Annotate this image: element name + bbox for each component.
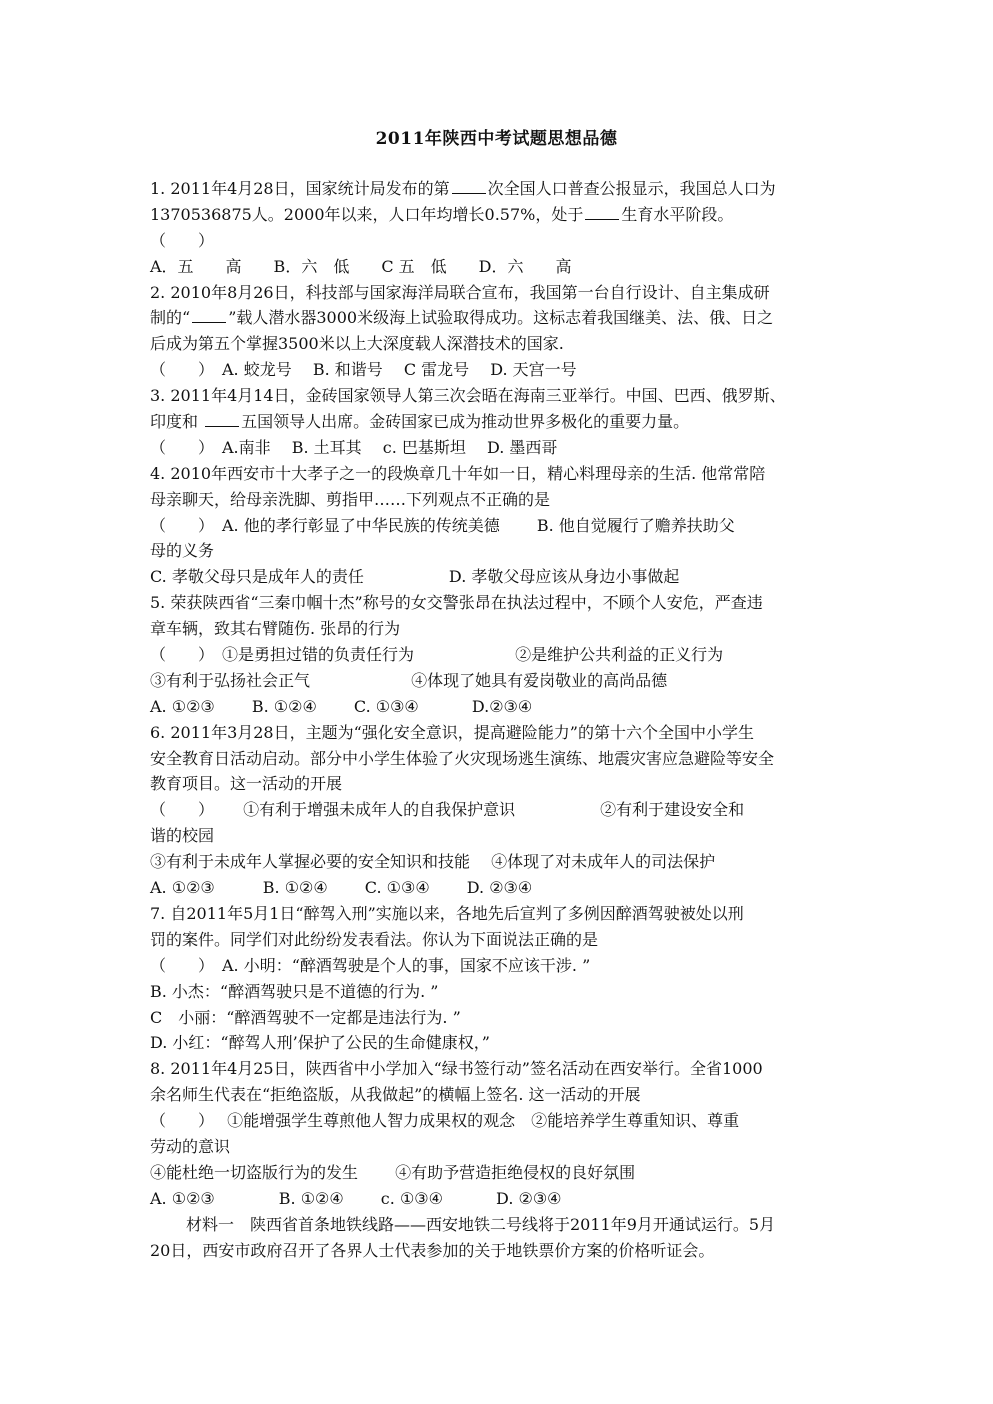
text-line bbox=[150, 668, 850, 694]
text-line bbox=[150, 642, 850, 668]
text-segment: 五国领导人出席。金砖国家已成为推动世界多极化的重要力量。 bbox=[241, 412, 690, 432]
text-segment: 印度和 bbox=[150, 412, 204, 432]
text-line bbox=[150, 564, 850, 590]
text-segment: （ ） ①是勇担过错的负责任行为 ②是维护公共利益的正义行为 bbox=[150, 645, 724, 665]
text-segment: 劳动的意识 bbox=[150, 1136, 231, 1156]
text-line bbox=[150, 901, 850, 927]
text-segment: 母的义务 bbox=[150, 541, 215, 561]
text-line bbox=[150, 331, 850, 357]
text-segment: 材料一 陕西省首条地铁线路——西安地铁二号线将于2011年9月开通试运行。5月 bbox=[186, 1214, 776, 1234]
text-segment: 4. 2010年西安市十大孝子之一的段焕章几十年如一日，精心料理母亲的生活. 他常常陪 bbox=[150, 463, 766, 483]
text-segment: （ ） A. 蛟龙号 B. 和谐号 C 雷龙号 D. 天宫一号 bbox=[150, 360, 577, 380]
text-line bbox=[150, 823, 850, 849]
text-segment: C 小丽：“醉酒驾驶不一定都是违法行为. ” bbox=[150, 1007, 461, 1027]
text-segment: 章车辆，致其右臂随伤. 张昂的行为 bbox=[150, 619, 401, 639]
text-line bbox=[150, 797, 850, 823]
text-line bbox=[150, 513, 850, 539]
text-segment: 2. 2010年8月26日，科技部与国家海洋局联合宣布，我国第一台自行设计、自主集成研 bbox=[150, 282, 770, 302]
text-line bbox=[150, 694, 850, 720]
answer-blank bbox=[205, 409, 239, 427]
text-line bbox=[150, 228, 850, 254]
text-line bbox=[150, 1134, 850, 1160]
text-line bbox=[150, 1030, 850, 1056]
text-segment: 8. 2011年4月25日，陕西省中小学加入“绿书签行动”签名活动在西安举行。全省1000 bbox=[150, 1059, 763, 1079]
text-line bbox=[150, 461, 850, 487]
text-segment: （ ） ①有利于增强未成年人的自我保护意识 ②有利于建设安全和 bbox=[150, 800, 745, 820]
text-line bbox=[150, 176, 850, 202]
text-segment: （ ） A. 他的孝行彰显了中华民族的传统美德 B. 他自觉履行了赡养扶助父 bbox=[150, 515, 735, 535]
text-segment: ④能杜绝一切盗版行为的发生 ④有助予营造拒绝侵权的良好氛围 bbox=[150, 1162, 636, 1182]
text-line bbox=[150, 720, 850, 746]
text-segment: ”载人潜水器3000米级海上试验取得成功。这标志着我国继美、法、俄、日之 bbox=[228, 308, 774, 328]
text-segment: 制的“ bbox=[150, 308, 191, 328]
text-segment: （ ） A. 小明：“醉酒驾驶是个人的事，国家不应该干涉. ” bbox=[150, 955, 591, 975]
text-line bbox=[150, 1212, 850, 1238]
text-segment: 6. 2011年3月28日，主题为“强化安全意识，提高避险能力”的第十六个全国中小学生 bbox=[150, 722, 754, 742]
text-segment: A．五 高 B．六 低 C 五 低 D．六 高 bbox=[150, 256, 572, 276]
text-segment: 后成为第五个掌握3500米以上大深度载人深潜技术的国家. bbox=[150, 334, 564, 354]
text-segment: 生育水平阶段。 bbox=[621, 204, 734, 224]
text-line bbox=[150, 435, 850, 461]
text-segment: 1370536875人。2000年以来，人口年均增长0.57%，处于 bbox=[150, 204, 584, 224]
text-segment: 5. 荣获陕西省“三秦巾帼十杰”称号的女交警张昂在执法过程中，不顾个人安危，严查违 bbox=[150, 593, 763, 613]
text-segment: （ ） ①能增强学生尊煎他人智力成果权的观念 ②能培养学生尊重知识、尊重 bbox=[150, 1111, 740, 1131]
text-line bbox=[150, 849, 850, 875]
text-segment: 7. 自2011年5月1日“醉驾入刑”实施以来，各地先后宣判了多例因醉酒驾驶被处以刑 bbox=[150, 903, 744, 923]
text-line bbox=[150, 254, 850, 280]
text-segment: 谐的校园 bbox=[150, 826, 215, 846]
text-line bbox=[150, 927, 850, 953]
text-line bbox=[150, 487, 850, 513]
text-line bbox=[150, 1082, 850, 1108]
text-segment: 教育项目。这一活动的开展 bbox=[150, 774, 343, 794]
text-segment: 余名师生代表在“拒绝盗版，从我做起”的横幅上签名. 这一活动的开展 bbox=[150, 1085, 641, 1105]
text-segment: 1. 2011年4月28日，国家统计局发布的第 bbox=[150, 179, 450, 198]
text-segment: A. ①②③ B. ①②④ C. ①③④ D. ②③④ bbox=[150, 878, 533, 898]
text-segment: （ ） A.南非 B. 土耳其 c. 巴基斯坦 D. 墨西哥 bbox=[150, 437, 558, 457]
text-line bbox=[150, 616, 850, 642]
text-segment: ③有利于弘扬社会正气 ④体现了她具有爱岗敬业的高尚品德 bbox=[150, 670, 668, 690]
text-line bbox=[150, 746, 850, 772]
text-line bbox=[150, 1005, 850, 1031]
text-segment: ③有利于未成年人掌握必要的安全知识和技能 ④体现了对未成年人的司法保护 bbox=[150, 852, 716, 872]
text-segment: （ ） bbox=[150, 230, 215, 250]
text-line bbox=[150, 875, 850, 901]
text-segment: C. 孝敬父母只是成年人的责任 D. 孝敬父母应该从身边小事做起 bbox=[150, 567, 680, 587]
text-line bbox=[150, 1108, 850, 1134]
answer-blank bbox=[192, 305, 226, 323]
text-line bbox=[150, 357, 850, 383]
text-segment: 次全国人口普查公报显示，我国总人口为 bbox=[487, 179, 776, 198]
text-line bbox=[150, 409, 850, 435]
text-segment: 安全教育日活动启动。部分中小学生体验了火灾现场逃生演练、地震灾害应急避险等安全 bbox=[150, 748, 775, 768]
text-segment: 母亲聊天，给母亲洗脚、剪指甲……下列观点不正确的是 bbox=[150, 489, 551, 509]
answer-blank bbox=[452, 176, 486, 194]
text-line bbox=[150, 305, 850, 331]
text-line bbox=[150, 953, 850, 979]
text-segment: D. 小红：“醉驾人刑’保护了公民的生命健康权，” bbox=[150, 1033, 490, 1053]
text-segment: A. ①②③ B. ①②④ C. ①③④ D.②③④ bbox=[150, 696, 533, 716]
text-segment: B. 小杰：“醉酒驾驶只是不道德的行为. ” bbox=[150, 981, 439, 1001]
text-segment: 3. 2011年4月14日，金砖国家领导人第三次会晤在海南三亚举行。中国、巴西、俄罗斯、 bbox=[150, 386, 786, 406]
text-line bbox=[150, 202, 850, 228]
answer-blank bbox=[585, 202, 619, 220]
text-line bbox=[150, 383, 850, 409]
text-segment: 罚的案件。同学们对此纷纷发表看法。你认为下面说法正确的是 bbox=[150, 929, 599, 949]
text-line bbox=[150, 1186, 850, 1212]
page-title: 2011年陕西中考试题思想品德 bbox=[375, 129, 618, 149]
text-line bbox=[150, 1238, 850, 1264]
exam-body bbox=[150, 176, 850, 1263]
text-line bbox=[150, 538, 850, 564]
text-line bbox=[150, 771, 850, 797]
text-line bbox=[150, 1160, 850, 1186]
text-line bbox=[150, 590, 850, 616]
text-line bbox=[150, 979, 850, 1005]
text-segment: A. ①②③ B. ①②④ c. ①③④ D. ②③④ bbox=[150, 1188, 562, 1208]
text-segment: 20日，西安市政府召开了各界人士代表参加的关于地铁票价方案的价格听证会。 bbox=[150, 1240, 715, 1260]
text-line bbox=[150, 1056, 850, 1082]
text-line bbox=[150, 280, 850, 306]
